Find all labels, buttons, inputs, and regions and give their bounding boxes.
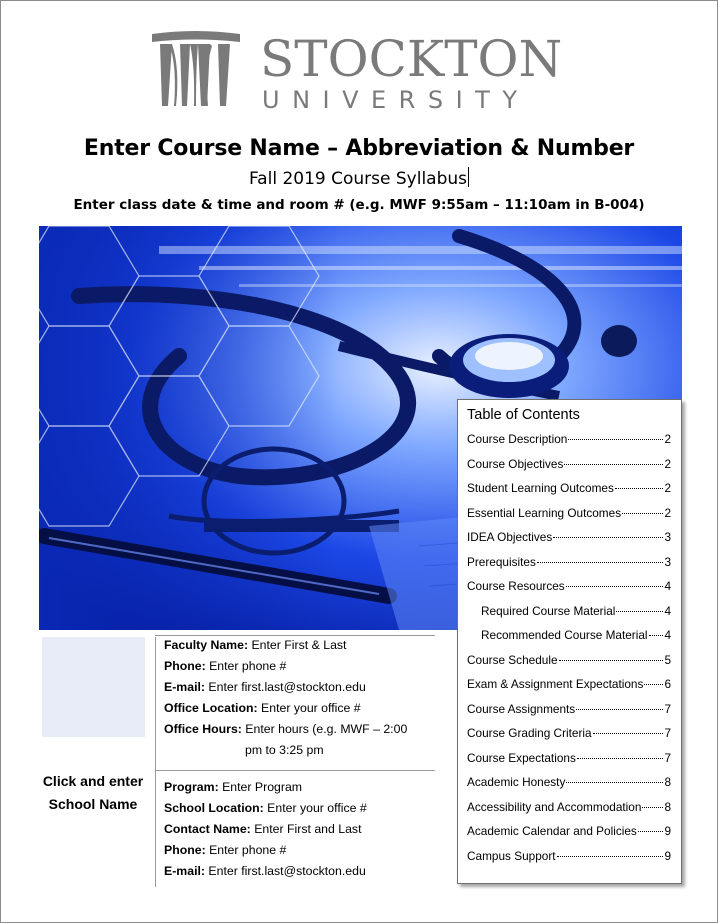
- toc-entry-label: Course Objectives: [467, 456, 564, 471]
- toc-entry-page: 3: [664, 554, 671, 569]
- toc-entry-leader: [553, 537, 663, 538]
- toc-entry-label: Course Grading Criteria: [467, 726, 592, 740]
- toc-entry[interactable]: [467, 800, 671, 825]
- stockton-logo: [150, 28, 570, 112]
- toc-entry-label: Essential Learning Outcomes: [467, 505, 622, 520]
- info-divider-middle: [155, 770, 435, 771]
- course-name[interactable]: Enter Course Name – Abbreviation & Number: [83, 136, 635, 161]
- toc-entry[interactable]: [467, 775, 671, 800]
- program-email-row[interactable]: E-mail: Enter first.last@stockton.edu: [164, 864, 366, 878]
- toc-entry-leader: [537, 562, 664, 563]
- toc-entry-label: Accessibility and Accommodation: [467, 799, 642, 814]
- toc-entry-label: Exam & Assignment Expectations: [467, 677, 644, 691]
- toc-entry-label: Course Description: [467, 432, 568, 446]
- toc-entry[interactable]: [467, 726, 671, 751]
- toc-entry-page: 7: [664, 701, 671, 716]
- toc-entry[interactable]: [467, 849, 671, 874]
- toc-entry[interactable]: [467, 432, 671, 457]
- faculty-email-row[interactable]: E-mail: Enter first.last@stockton.edu: [164, 680, 366, 694]
- toc-entry-label: Campus Support: [467, 848, 556, 863]
- toc-entry[interactable]: [467, 677, 671, 702]
- toc-entry-label: IDEA Objectives: [467, 530, 553, 544]
- toc-entry-leader: [593, 733, 664, 734]
- school-name[interactable]: Click and enter School Name: [42, 773, 144, 812]
- stockton-logo-mark: [150, 28, 570, 112]
- faculty-hours-row[interactable]: Office Hours: Enter hours (e.g. MWF – 2:00: [164, 722, 408, 736]
- toc-entry-page: 8: [664, 775, 671, 789]
- faculty-phone-row[interactable]: Phone: Enter phone #: [164, 659, 287, 673]
- toc-entry-page: 2: [664, 505, 671, 520]
- faculty-office-row[interactable]: Office Location: Enter your office #: [164, 701, 361, 715]
- toc-entry-leader: [644, 684, 663, 685]
- toc-entry-page: 4: [664, 603, 671, 618]
- school-location-row[interactable]: School Location: Enter your office #: [164, 801, 367, 815]
- program-info: [164, 777, 367, 882]
- toc-entry-page: 6: [664, 677, 671, 691]
- toc-entry-leader: [568, 439, 663, 440]
- toc-entry-label: Recommended Course Material: [481, 628, 648, 642]
- toc-entry-leader: [622, 513, 663, 514]
- toc-entry[interactable]: [467, 530, 671, 555]
- toc-entry[interactable]: [467, 604, 671, 629]
- toc-entry-label: Course Resources: [467, 579, 565, 593]
- toc-entry-leader: [557, 856, 664, 857]
- program-row[interactable]: Program: Enter Program: [164, 780, 303, 794]
- faculty-name-row[interactable]: Faculty Name: Enter First & Last: [164, 638, 347, 652]
- toc-entry[interactable]: [467, 481, 671, 506]
- toc-entry-leader: [616, 611, 663, 612]
- toc-entry-label: Academic Honesty: [467, 775, 566, 789]
- toc-entry-page: 2: [664, 456, 671, 471]
- toc-entry[interactable]: [467, 628, 671, 653]
- toc-entry[interactable]: [467, 457, 671, 482]
- toc-entry[interactable]: [467, 751, 671, 776]
- toc-entry[interactable]: [467, 555, 671, 580]
- toc-entry-leader: [615, 488, 664, 489]
- toc-entry-leader: [642, 807, 663, 808]
- toc-entry-page: 7: [664, 750, 671, 765]
- photo-placeholder[interactable]: [42, 637, 145, 737]
- syllabus-title[interactable]: [0, 167, 718, 189]
- toc-entry-page: 7: [664, 726, 671, 740]
- faculty-info: [164, 635, 407, 761]
- toc-entry-leader: [566, 586, 664, 587]
- logo-wordmark: STOCKTON: [260, 30, 563, 88]
- toc-entry[interactable]: [467, 702, 671, 727]
- toc-entry-page: 2: [664, 432, 671, 446]
- toc-entry-label: Course Assignments: [467, 701, 576, 716]
- info-divider-vertical: [155, 637, 156, 887]
- toc-title: Table of Contents: [467, 407, 580, 423]
- program-phone-row[interactable]: Phone: Enter phone #: [164, 843, 287, 857]
- toc-entry-page: 9: [664, 848, 671, 863]
- toc-entry-label: Course Expectations: [467, 750, 576, 765]
- toc-entry-page: 9: [664, 824, 671, 838]
- toc-entry-label: Academic Calendar and Policies: [467, 824, 637, 838]
- toc-entry-leader: [576, 709, 663, 710]
- toc-entry[interactable]: [467, 824, 671, 849]
- toc-entry[interactable]: [467, 579, 671, 604]
- toc-entry-label: Required Course Material: [481, 603, 616, 618]
- logo-subtitle: UNIVERSITY: [262, 86, 530, 112]
- toc-entry-page: 2: [664, 481, 671, 495]
- toc-entry-page: 3: [664, 530, 671, 544]
- toc-entry-leader: [638, 831, 664, 832]
- toc-entry-label: Prerequisites: [467, 554, 536, 569]
- contact-name-row[interactable]: Contact Name: Enter First and Last: [164, 822, 362, 836]
- toc-entry-leader: [577, 758, 664, 759]
- toc-entry-page: 4: [664, 628, 671, 642]
- toc-entry-leader: [649, 635, 664, 636]
- toc-entry[interactable]: [467, 653, 671, 678]
- toc-entry-leader: [566, 782, 663, 783]
- toc-entry-label: Course Schedule: [467, 652, 558, 667]
- toc-entry-leader: [559, 660, 664, 661]
- toc-entry-page: 5: [664, 652, 671, 667]
- faculty-hours-cont[interactable]: pm to 3:25 pm: [245, 743, 324, 757]
- class-schedule[interactable]: Enter class date & time and room # (e.g. MWF 9:55am – 11:10am in B-004): [73, 197, 645, 213]
- toc-entry[interactable]: [467, 506, 671, 531]
- toc-list: [467, 432, 671, 873]
- table-of-contents: [457, 399, 682, 884]
- toc-entry-leader: [564, 464, 663, 465]
- text-cursor: [468, 167, 469, 187]
- toc-entry-page: 8: [664, 799, 671, 814]
- toc-entry-page: 4: [664, 579, 671, 593]
- toc-entry-label: Student Learning Outcomes: [467, 481, 614, 495]
- syllabus-title-text: Fall 2019 Course Syllabus: [248, 169, 468, 189]
